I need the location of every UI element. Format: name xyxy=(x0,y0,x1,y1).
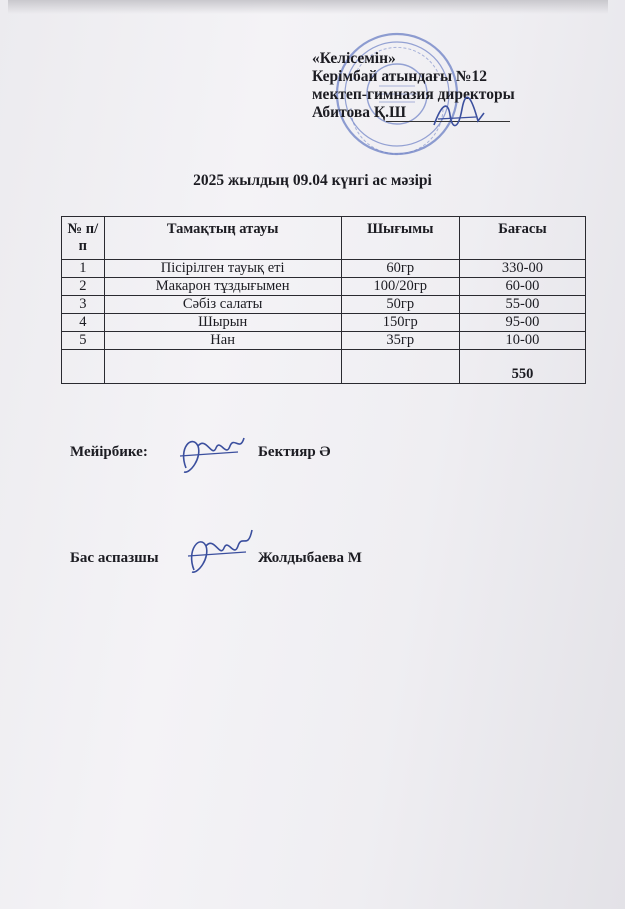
table-row xyxy=(62,278,586,296)
cell-price: 55-00 xyxy=(459,296,585,314)
approval-line-school: Керімбай атындағы №12 xyxy=(312,68,487,85)
cell-empty xyxy=(62,350,105,384)
cell-price: 60-00 xyxy=(459,278,585,296)
nurse-signature xyxy=(172,428,250,480)
cell-name: Нан xyxy=(104,332,341,350)
cell-output: 35гр xyxy=(341,332,459,350)
header-price: Бағасы xyxy=(459,217,585,260)
nurse-name: Бектияр Ә xyxy=(258,444,331,460)
cell-name: Пісірілген тауық еті xyxy=(104,260,341,278)
cook-signature xyxy=(178,524,256,580)
cell-name: Шырын xyxy=(104,314,341,332)
nurse-signature-row xyxy=(70,444,331,461)
cell-name: Сәбіз салаты xyxy=(104,296,341,314)
table-row xyxy=(62,260,586,278)
header-name: Тамақтың атауы xyxy=(104,217,341,260)
header-output: Шығымы xyxy=(341,217,459,260)
cell-num: 1 xyxy=(62,260,105,278)
header-num: № п/п xyxy=(62,217,105,260)
cell-empty xyxy=(104,350,341,384)
approval-line-director: Абитова Қ.Ш xyxy=(312,104,406,121)
cell-price: 10-00 xyxy=(459,332,585,350)
approval-line-agree: «Келісемін» xyxy=(312,50,396,67)
cook-signature-row xyxy=(70,550,362,567)
menu-title: 2025 жылдың 09.04 күнгі ас мәзірі xyxy=(193,172,432,189)
cell-num: 5 xyxy=(62,332,105,350)
cell-price: 330-00 xyxy=(459,260,585,278)
menu-table xyxy=(61,216,586,384)
cell-name: Макарон тұздығымен xyxy=(104,278,341,296)
paper-fold-shadow xyxy=(8,0,608,14)
table-row xyxy=(62,296,586,314)
nurse-role: Мейірбике: xyxy=(70,444,148,460)
cell-num: 4 xyxy=(62,314,105,332)
table-total-row xyxy=(62,350,586,384)
table-header-row xyxy=(62,217,586,260)
table-row xyxy=(62,332,586,350)
approval-line-position: мектеп-гимназия директоры xyxy=(312,86,515,103)
cell-output: 60гр xyxy=(341,260,459,278)
cell-output: 50гр xyxy=(341,296,459,314)
cell-total: 550 xyxy=(459,350,585,384)
cell-num: 3 xyxy=(62,296,105,314)
cell-empty xyxy=(341,350,459,384)
cell-price: 95-00 xyxy=(459,314,585,332)
table-row xyxy=(62,314,586,332)
cell-output: 100/20гр xyxy=(341,278,459,296)
cook-role: Бас аспазшы xyxy=(70,550,159,566)
cell-num: 2 xyxy=(62,278,105,296)
cook-name: Жолдыбаева М xyxy=(258,550,362,566)
director-signature xyxy=(428,95,488,135)
cell-output: 150гр xyxy=(341,314,459,332)
